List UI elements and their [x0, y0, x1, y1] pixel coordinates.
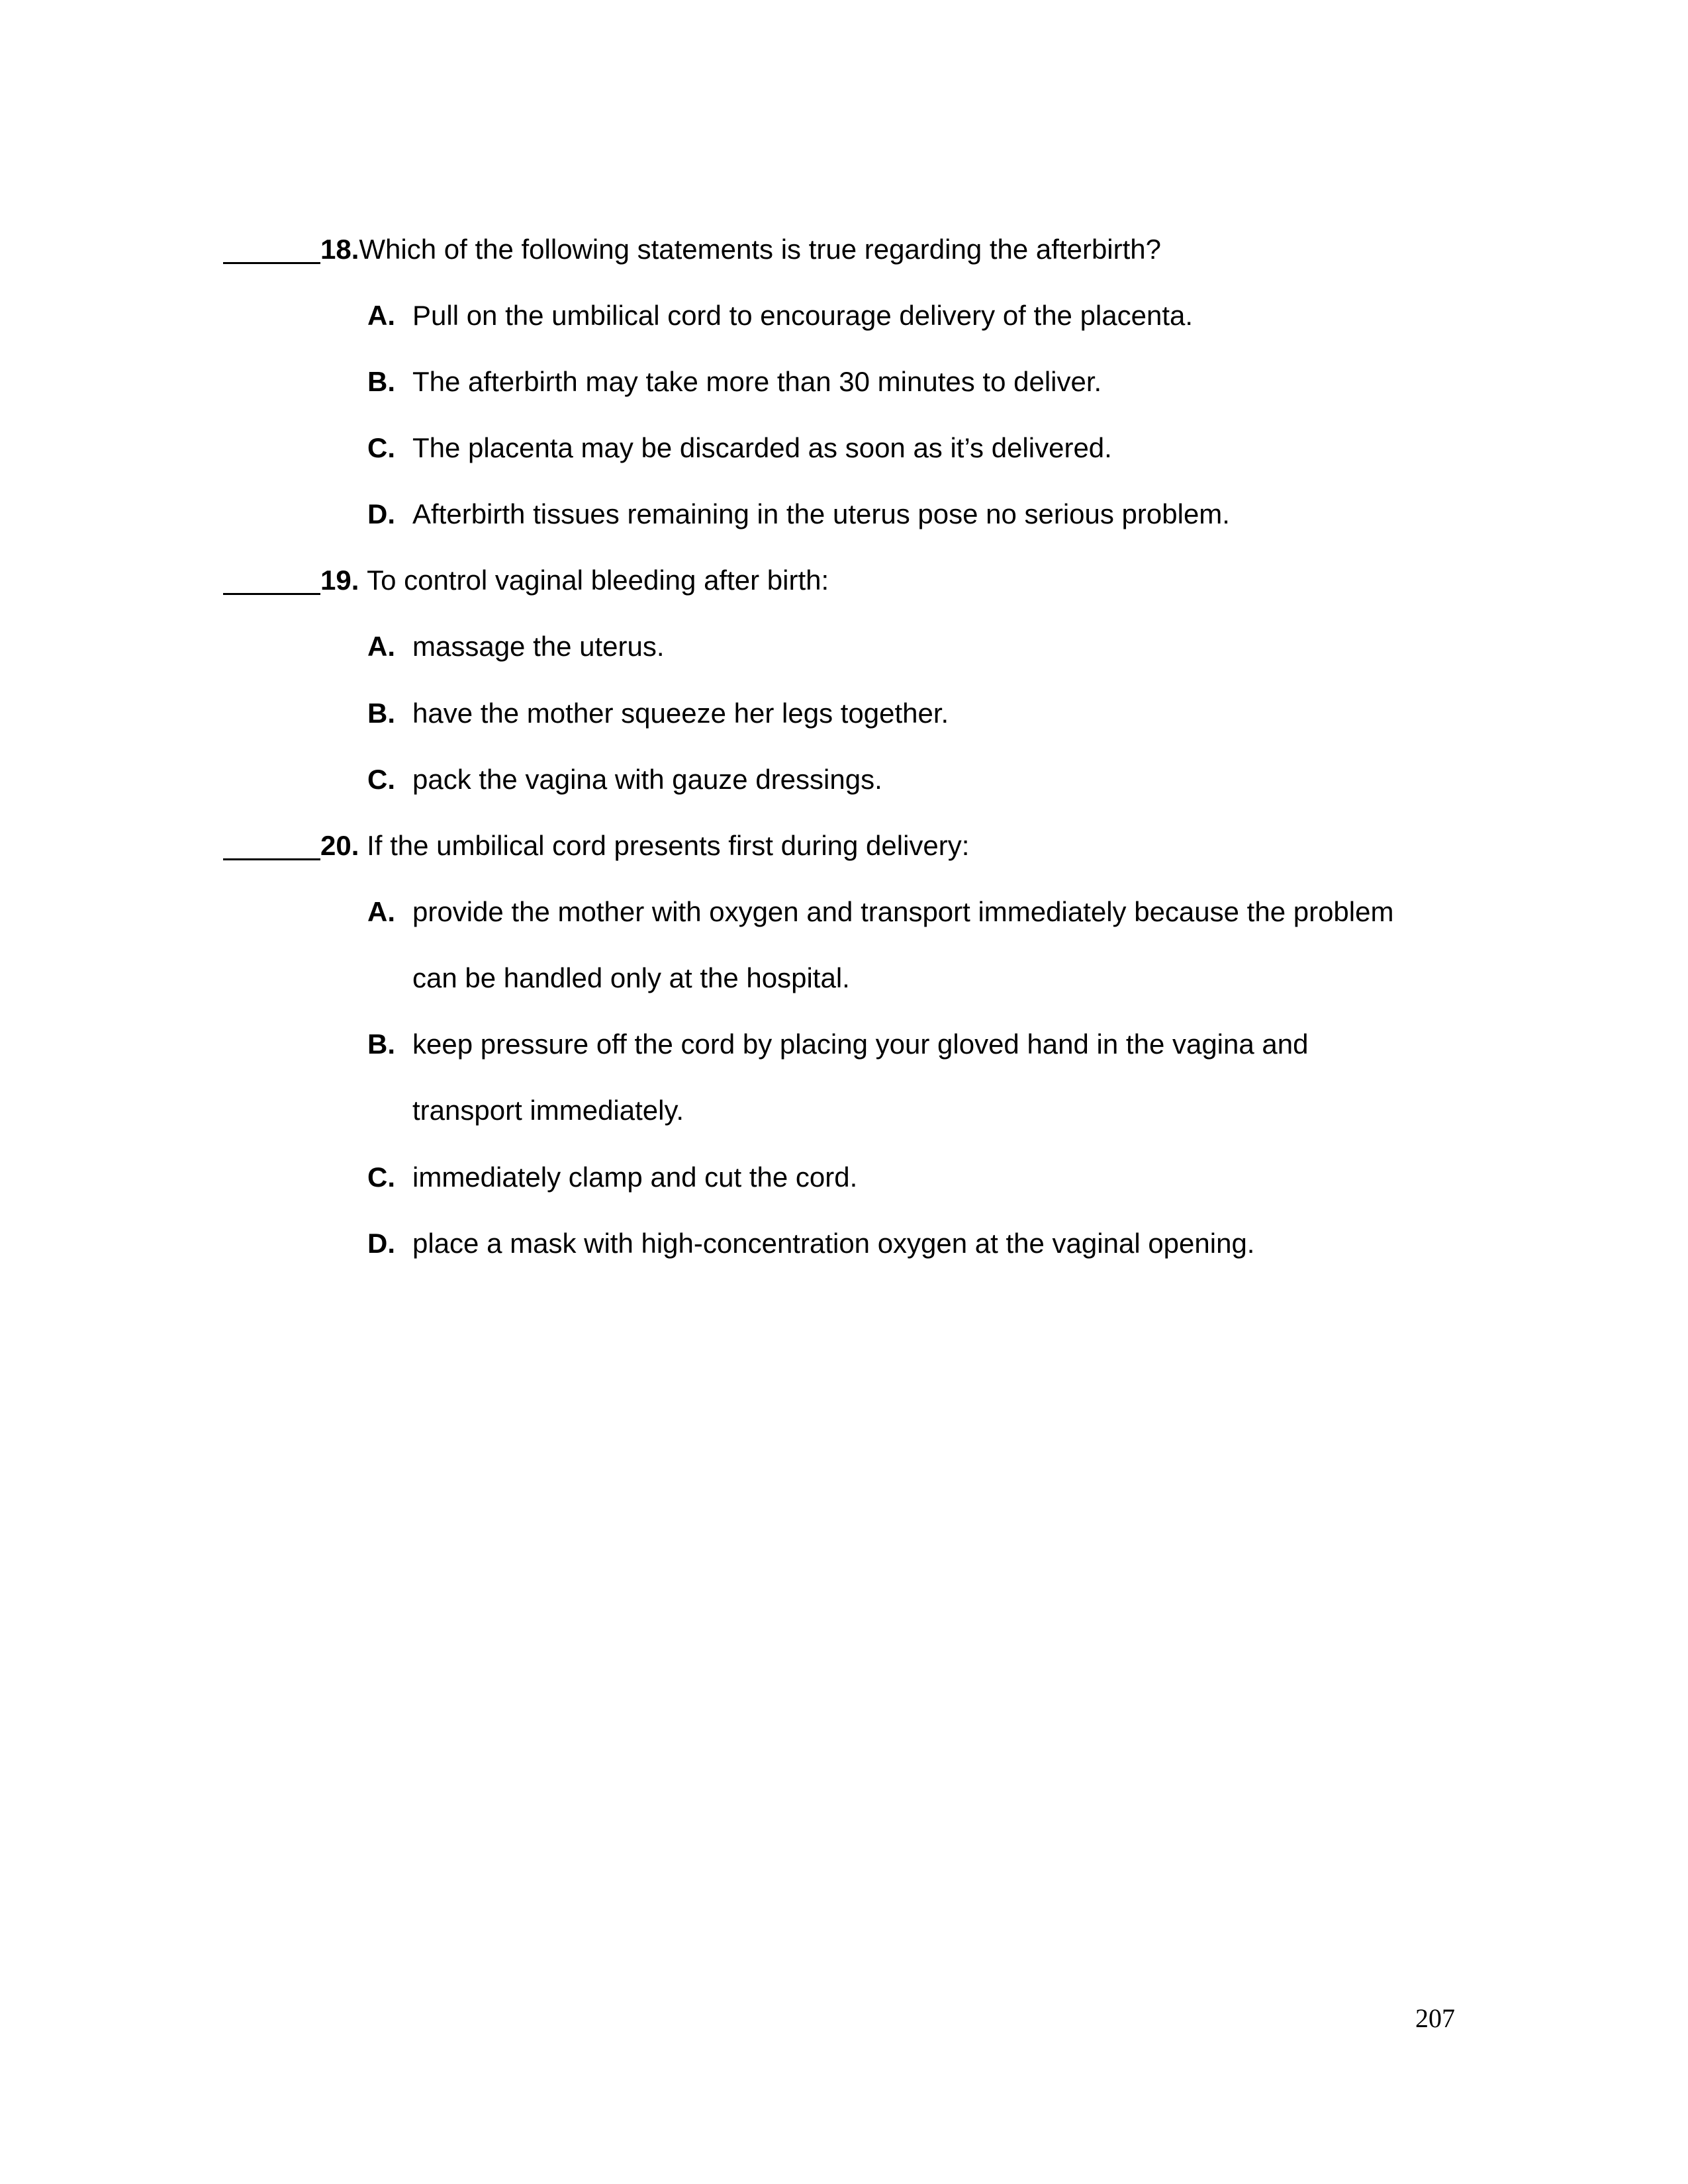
- answer-blank-20[interactable]: [223, 829, 320, 860]
- option-text-continuation: can be handled only at the hospital.: [412, 962, 850, 993]
- option-text: massage the uterus.: [412, 631, 665, 662]
- question-number: 18.: [320, 234, 359, 265]
- answer-blank-18[interactable]: [223, 233, 320, 264]
- option-letter: B.: [367, 366, 395, 397]
- option-text: The afterbirth may take more than 30 minutes to deliver.: [412, 366, 1102, 397]
- question-19: [223, 561, 829, 600]
- question-number: 19.: [320, 565, 359, 596]
- answer-blank-19[interactable]: [223, 564, 320, 595]
- option-text: The placenta may be discarded as soon as it’s delivered.: [412, 432, 1112, 463]
- option-letter: A.: [367, 631, 395, 662]
- option-text: provide the mother with oxygen and transport immediately because the problem: [412, 896, 1394, 927]
- option-text: immediately clamp and cut the cord.: [412, 1161, 858, 1193]
- question-20: [223, 826, 969, 866]
- question-text: If the umbilical cord presents first during delivery:: [367, 830, 970, 861]
- question-text: Which of the following statements is true regarding the afterbirth?: [359, 234, 1162, 265]
- option-text-continuation: transport immediately.: [412, 1095, 684, 1126]
- question-text: To control vaginal bleeding after birth:: [367, 565, 829, 596]
- option-letter: B.: [367, 698, 395, 729]
- option-text: Afterbirth tissues remaining in the uterus pose no serious problem.: [412, 498, 1230, 529]
- question-number: 20.: [320, 830, 359, 861]
- option-text: keep pressure off the cord by placing your gloved hand in the vagina and: [412, 1028, 1309, 1060]
- option-text: pack the vagina with gauze dressings.: [412, 764, 882, 795]
- option-letter: C.: [367, 1161, 395, 1193]
- page-number: 207: [1415, 2003, 1455, 2033]
- question-18: [223, 230, 1161, 269]
- option-letter: C.: [367, 432, 395, 463]
- option-letter: A.: [367, 300, 395, 331]
- option-text: Pull on the umbilical cord to encourage delivery of the placenta.: [412, 300, 1194, 331]
- option-text: place a mask with high-concentration oxygen at the vaginal opening.: [412, 1228, 1255, 1259]
- option-letter: D.: [367, 498, 395, 529]
- option-letter: B.: [367, 1028, 395, 1060]
- option-letter: C.: [367, 764, 395, 795]
- option-letter: D.: [367, 1228, 395, 1259]
- option-letter: A.: [367, 896, 395, 927]
- option-text: have the mother squeeze her legs together.: [412, 698, 949, 729]
